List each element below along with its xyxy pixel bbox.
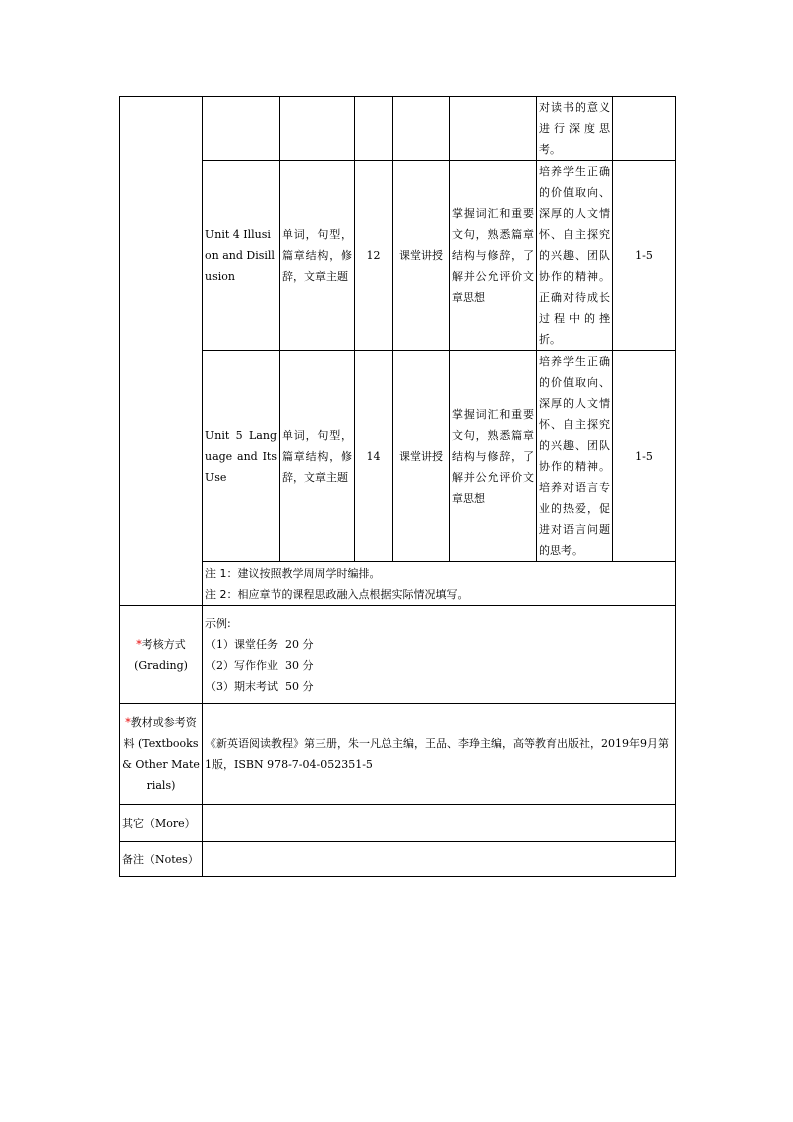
remarks-row bbox=[120, 842, 676, 877]
grading-line: （3）期末考试 50 分 bbox=[205, 679, 314, 693]
hours-cell bbox=[355, 97, 393, 161]
ideology-cell: 培养学生正确的价值取向、深厚的人文情怀、自主探究的兴趣、团队协作的精神。培养对语言专业的热爱，促进对语言问题的思考。 bbox=[537, 351, 613, 562]
note-2: 注 2：相应章节的课程思政融入点根据实际情况填写。 bbox=[205, 587, 469, 601]
grading-line: 示例: bbox=[205, 616, 231, 630]
table-row bbox=[120, 351, 676, 562]
grading-label-en: (Grading) bbox=[134, 658, 188, 672]
textbooks-label bbox=[120, 704, 203, 805]
course-table bbox=[119, 96, 676, 877]
note-1: 注 1：建议按照教学周周学时编排。 bbox=[205, 566, 381, 580]
grading-label-cn: 考核方式 bbox=[141, 637, 186, 651]
more-label: 其它（More） bbox=[120, 805, 203, 842]
content-cell bbox=[280, 97, 355, 161]
goal-cell bbox=[450, 97, 537, 161]
ideology-cell: 对读书的意义进行深度思考。 bbox=[537, 97, 613, 161]
content-cell: 单词，句型，篇章结构，修辞，文章主题 bbox=[280, 161, 355, 351]
goal-cell: 掌握词汇和重要文句，熟悉篇章结构与修辞，了解并公允评价文章思想 bbox=[450, 161, 537, 351]
ref-cell: 1-5 bbox=[613, 161, 676, 351]
grading-line: （2）写作作业 30 分 bbox=[205, 658, 314, 672]
more-row bbox=[120, 805, 676, 842]
content-cell: 单词，句型，篇章结构，修辞，文章主题 bbox=[280, 351, 355, 562]
goal-cell: 掌握词汇和重要文句，熟悉篇章结构与修辞，了解并公允评价文章思想 bbox=[450, 351, 537, 562]
table-row bbox=[120, 161, 676, 351]
grading-row bbox=[120, 606, 676, 704]
required-star: * bbox=[125, 716, 131, 729]
grading-label bbox=[120, 606, 203, 704]
method-cell: 课堂讲授 bbox=[393, 161, 450, 351]
textbooks-row bbox=[120, 704, 676, 805]
remarks-label: 备注（Notes） bbox=[120, 842, 203, 877]
required-star: * bbox=[136, 637, 142, 651]
notes-row bbox=[120, 562, 676, 606]
hours-cell: 14 bbox=[355, 351, 393, 562]
grading-value bbox=[203, 606, 676, 704]
table-row bbox=[120, 97, 676, 161]
notes-cell bbox=[203, 562, 676, 606]
textbooks-value: 《新英语阅读教程》第三册，朱一凡总主编，王品、李琤主编，高等教育出版社，2019年9月第1版，ISBN 978-7-04-052351-5 bbox=[203, 704, 676, 805]
row-header-blank bbox=[120, 97, 203, 606]
unit-cell bbox=[203, 97, 280, 161]
textbooks-label-text: 教材或参考资料 (Textbooks & Other Materials) bbox=[122, 716, 200, 792]
method-cell: 课堂讲授 bbox=[393, 351, 450, 562]
remarks-value bbox=[203, 842, 676, 877]
unit-cell: Unit 4 Illusion and Disillusion bbox=[203, 161, 280, 351]
method-cell bbox=[393, 97, 450, 161]
unit-cell: Unit 5 Language and Its Use bbox=[203, 351, 280, 562]
hours-cell: 12 bbox=[355, 161, 393, 351]
ideology-cell: 培养学生正确的价值取向、深厚的人文情怀、自主探究的兴趣、团队协作的精神。正确对待成长过程中的挫折。 bbox=[537, 161, 613, 351]
grading-line: （1）课堂任务 20 分 bbox=[205, 637, 314, 651]
more-value bbox=[203, 805, 676, 842]
ref-cell bbox=[613, 97, 676, 161]
ref-cell: 1-5 bbox=[613, 351, 676, 562]
